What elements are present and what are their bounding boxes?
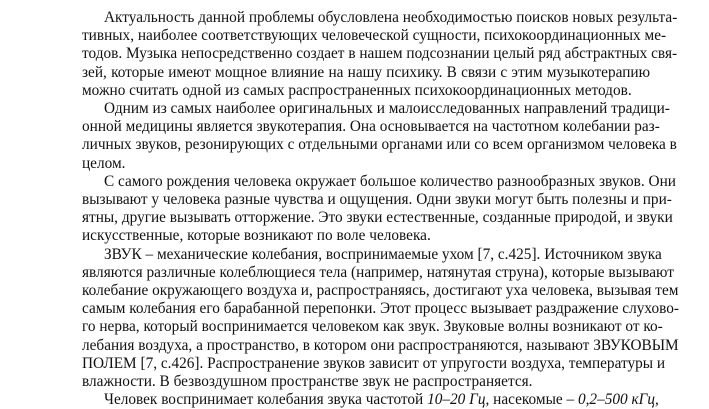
text-line: Одним из самых наиболее оригинальных и малоисследованных направлений традици-: [104, 100, 670, 118]
text-line-mixed: [60, 391, 659, 409]
text-line: целом.: [82, 154, 126, 172]
text-line: ПОЛЕМ [7, с.426]. Распространение звуков зависит от упругости воздуха, температуры и: [82, 354, 666, 372]
text-line: тивных, наиболее соответствующих человеческой сущности, психокоординационных ме-: [82, 27, 667, 45]
text-line: вызывают у человека разные чувства и ощущения. Одни звуки могут быть полезны и при-: [82, 191, 672, 209]
text-line: влажности. В безвоздушном пространстве звук не распространяется.: [82, 373, 533, 391]
text-line: онной медицины является звукотерапия. Она основывается на частотном колебании раз-: [82, 118, 660, 136]
text-line: зей, которые имеют мощное влияние на нашу психику. В связи с этим музыкотерапию: [82, 63, 650, 81]
text-line: ятны, другие вызывать отторжение. Это звуки естественные, созданные природой, и звуки: [82, 209, 673, 227]
italic-frequency-insects: 0,2–500 кГц: [577, 391, 655, 409]
text-line: самым колебания его барабанной перепонки. Этот процесс вызывает раздражение слухово-: [82, 300, 679, 318]
text-run: ,: [655, 391, 659, 409]
text-line: Актуальность данной проблемы обусловлена необходимостью поисков новых результа-: [104, 9, 678, 26]
text-line: колебание окружающего воздуха и, распространяясь, достигают уха человека, вызывая тем: [82, 282, 679, 300]
text-line: искусственные, которые возникают по воле человека.: [82, 227, 431, 245]
italic-frequency-human: 10–20 Гц: [427, 391, 486, 409]
text-line: го нерва, который воспринимается человеком как звук. Звуковые волны возникают от ко-: [82, 318, 663, 336]
paragraph-sounds-from-birth: [60, 172, 676, 246]
document-page: [60, 9, 679, 409]
text-run: Человек воспринимает колебания звука частотой: [104, 391, 428, 409]
text-line: можно считать одной из самых распространенных психокоординационных методов.: [82, 81, 632, 99]
text-line: ЗВУК – механические колебания, воспринимаемые ухом [7, с.425]. Источником звука: [104, 245, 662, 263]
paragraph-sound-definition: [60, 245, 679, 392]
paragraph-hearing-range: [60, 391, 659, 409]
text-line: лебания воздуха, а пространство, в котором они распространяются, называют ЗВУКОВЫМ: [82, 336, 679, 354]
paragraph-relevance: [60, 9, 678, 100]
text-line: С самого рождения человека окружает большое количество разнообразных звуков. Они: [104, 172, 676, 190]
text-run: , насекомые –: [485, 391, 578, 409]
text-line: тодов. Музыка непосредственно создает в нашем подсознании целый ряд абстрактных свя-: [82, 45, 678, 63]
text-line: являются различные колеблющиеся тела (например, натянутая струна), которые вызывают: [82, 263, 674, 281]
text-line: личных звуков, резонирующих с отдельными органами или со всем организмом человека в: [82, 136, 677, 154]
paragraph-sound-therapy: [60, 100, 677, 173]
